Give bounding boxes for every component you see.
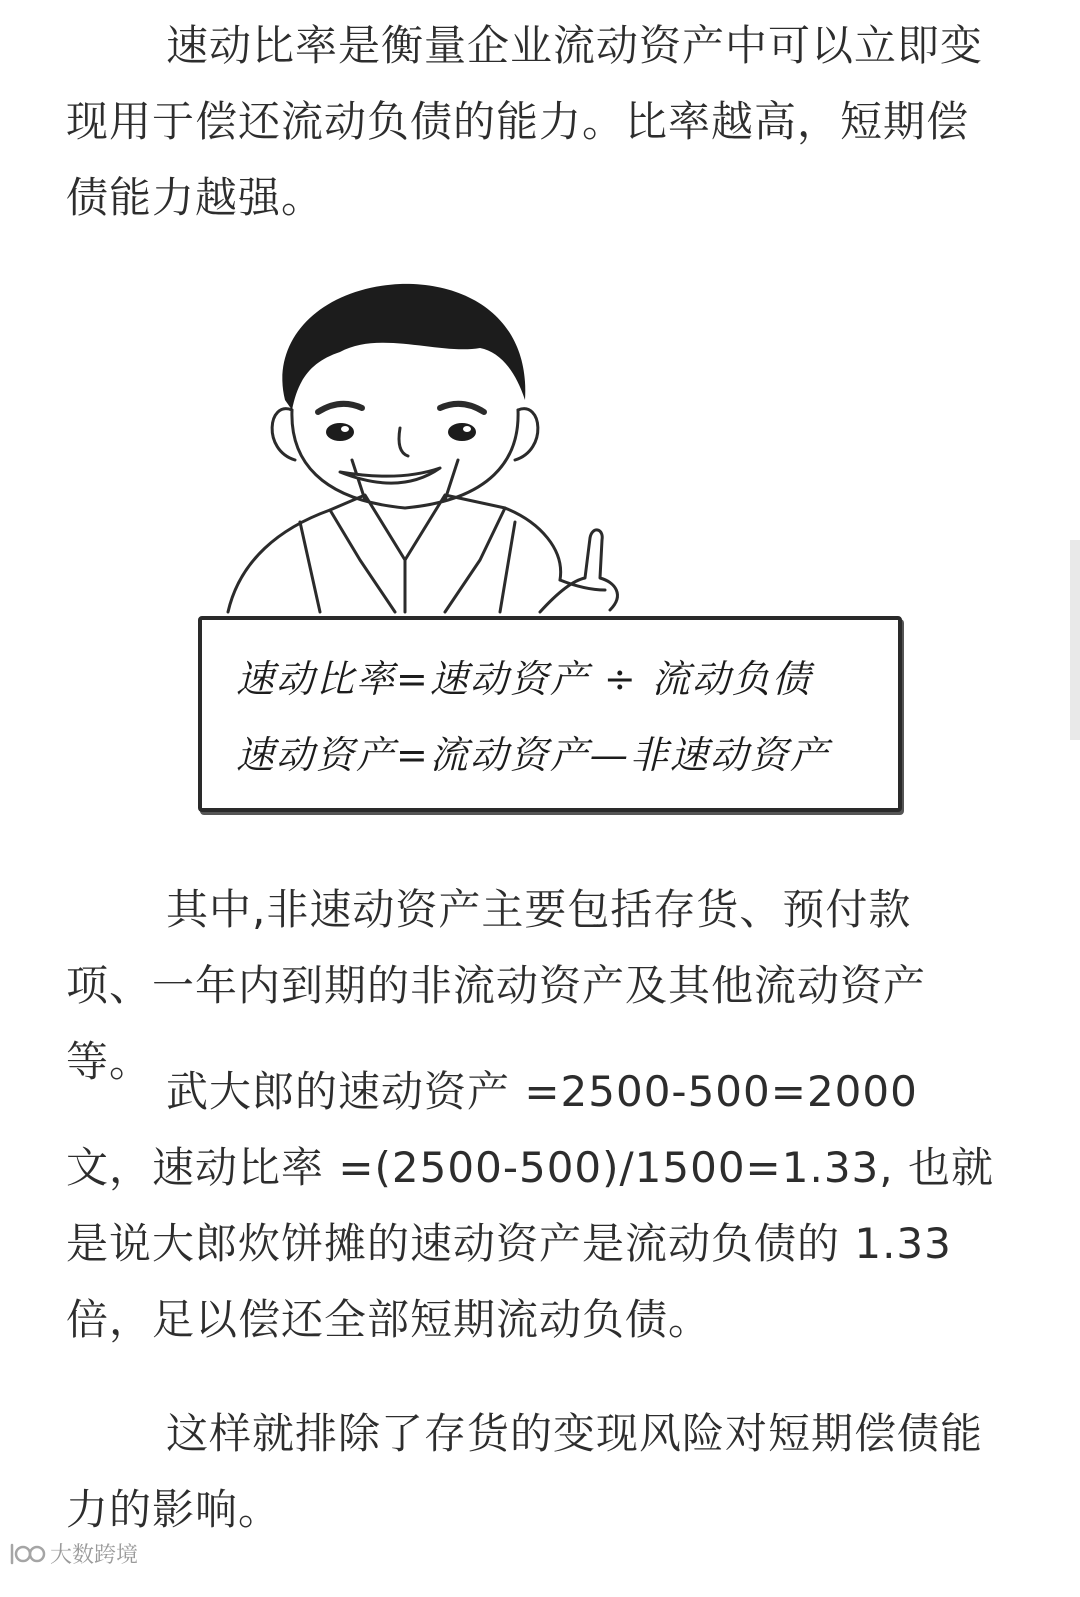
formula-quick-assets: 速动资产=流动资产—非速动资产 [236, 733, 830, 777]
scroll-edge-shadow [1070, 540, 1080, 740]
paragraph-conclusion: 这样就排除了存货的变现风险对短期偿债能力的影响。 [66, 1409, 984, 1534]
formula-board [198, 616, 902, 812]
paragraph-quick-ratio-definition: 速动比率是衡量企业流动资产中可以立即变现用于偿还流动负债的能力。比率越高，短期偿债能力越强。 [66, 21, 984, 222]
watermark-text: 大数跨境 [50, 1543, 139, 1568]
paragraph-wu-dalang-example: 武大郎的速动资产 =2500-500=2000 文，速动比率 =(2500-500)/1500=1.33, 也就是说大郎炊饼摊的速动资产是流动负债的 1.33 倍，足以偿还全部短期流动负债。 [66, 1067, 994, 1344]
formula-quick-ratio: 速动比率=速动资产 ÷ 流动负债 [236, 657, 812, 701]
watermark [6, 1538, 138, 1569]
paragraph-non-quick-assets: 其中,非速动资产主要包括存货、预付款项、一年内到期的非流动资产及其他流动资产等。 [66, 885, 927, 1086]
watermark-logo-icon [6, 1541, 46, 1567]
